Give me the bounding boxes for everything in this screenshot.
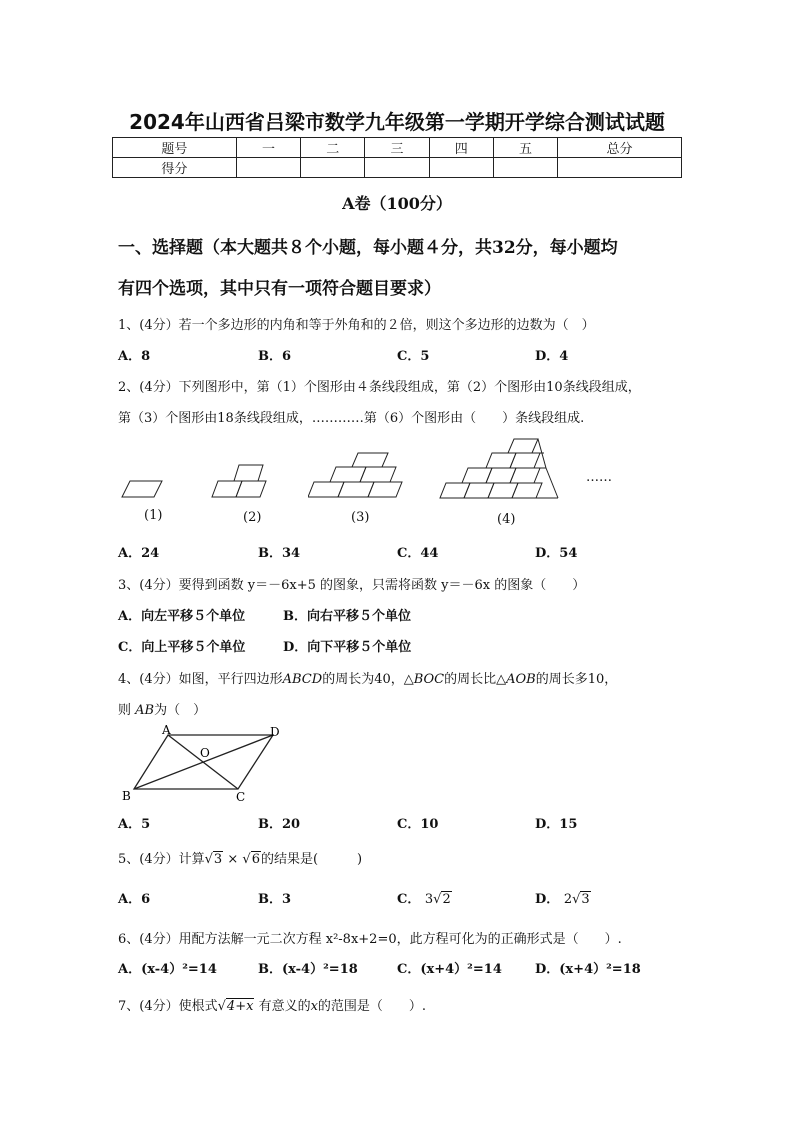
q2-figure-3: [308, 452, 404, 500]
q7-text-c: 的范围是（ ）.: [317, 999, 427, 1014]
q5-option-c-sqrt: √2: [433, 892, 451, 907]
q2-figure-3-label: (3): [351, 510, 370, 525]
q5-option-d-sqrt: √3: [572, 892, 590, 907]
q4-label-d: D: [270, 725, 280, 739]
score-cell: [301, 158, 365, 178]
q7-var-x: x: [310, 999, 318, 1014]
q4-option-b: B．20: [258, 817, 301, 832]
q6-option-b: B．(x-4）²=18: [258, 962, 358, 977]
question-4-line2: [118, 699, 206, 718]
score-cell: [429, 158, 493, 178]
q2-figure-4-label: (4): [497, 512, 516, 527]
q6-option-d: D．(x+4）²=18: [535, 962, 641, 977]
q5-option-c-coef: 3: [424, 892, 434, 907]
score-table: [112, 137, 682, 178]
q5-option-b: B．3: [258, 892, 292, 907]
q3-option-a: A．向左平移５个单位: [118, 609, 246, 624]
q2-option-d: D．54: [535, 546, 578, 561]
q2-figure-1: [120, 478, 170, 500]
q7-text-b: 有意义的: [258, 999, 311, 1014]
q1-option-d: D．4: [535, 349, 569, 364]
score-cell: [558, 158, 682, 178]
q4-label-a: A: [162, 725, 171, 737]
q1-option-a: A．8: [118, 349, 151, 364]
score-header-cell: 四: [429, 138, 493, 158]
q4-option-a: A．5: [118, 817, 151, 832]
q4-text-c: 的周长为40，: [322, 672, 404, 687]
q4-label-c: C: [236, 790, 246, 804]
question-5-text: [118, 848, 362, 867]
q2-figure-2-label: (2): [243, 510, 262, 525]
q3-option-b: B．向右平移５个单位: [283, 609, 411, 624]
q5-option-c: C． 3√2: [397, 892, 451, 907]
score-cell: [365, 158, 429, 178]
q4-math-ab: AB: [135, 703, 155, 718]
section-title: A卷（100分）: [342, 194, 452, 213]
question-1-text: 1、(4分）若一个多边形的内角和等于外角和的２倍，则这个多边形的边数为（ ）: [118, 318, 595, 333]
q4-text-for: 为（ ）: [154, 703, 207, 718]
q1-option-b: B．6: [258, 349, 292, 364]
score-header-cell: 三: [365, 138, 429, 158]
q4-label-o: O: [200, 746, 210, 760]
score-table-header-row: [113, 138, 682, 158]
q7-sqrt: √4+x: [217, 999, 254, 1014]
part1-heading-line2: 有四个选项，其中只有一项符合题目要求）: [118, 279, 441, 299]
q5-text-a: 5、(4分）计算: [118, 852, 205, 867]
q5-option-a: A．6: [118, 892, 151, 907]
q6-option-a: A．(x-4）²=14: [118, 962, 217, 977]
page-title: 2024年山西省吕梁市数学九年级第一学期开学综合测试试题: [129, 110, 665, 134]
score-header-cell: 二: [301, 138, 365, 158]
q4-option-d: D．15: [535, 817, 578, 832]
question-6-text: 6、(4分）用配方法解一元二次方程 x²-8x+2=0，此方程可化为的正确形式是（ ）.: [118, 932, 622, 947]
q4-math-aob: AOB: [506, 672, 536, 687]
q4-option-c: C．10: [397, 817, 439, 832]
q4-text-e: 的周长比△: [444, 672, 507, 687]
q4-math-abcd: ABCD: [282, 672, 323, 687]
q4-label-b: B: [122, 789, 131, 803]
q2-ellipsis: ……: [586, 470, 612, 485]
q5-sqrt-3: √3: [204, 852, 223, 867]
q2-figure-4: [438, 438, 562, 500]
question-4-line1: [118, 668, 617, 687]
score-table-score-row: [113, 158, 682, 178]
question-3-text: 3、(4分）要得到函数 y＝－6x+5 的图象，只需将函数 y＝－6x 的图象（ ）: [118, 578, 586, 593]
q4-parallelogram-figure: [118, 725, 288, 805]
q1-option-c: C．5: [397, 349, 430, 364]
score-header-cell: 五: [493, 138, 557, 158]
q2-option-b: B．34: [258, 546, 301, 561]
q2-figure-1-label: (1): [144, 508, 163, 523]
part1-heading-line1: 一、选择题（本大题共８个小题，每小题４分，共32分，每小题均: [118, 238, 618, 258]
q2-option-c: C．44: [397, 546, 439, 561]
score-header-cell: 总分: [558, 138, 682, 158]
score-cell: [236, 158, 300, 178]
q4-text-a: 4、(4分）如图，平行四边形: [118, 672, 283, 687]
question-7-text: [118, 995, 426, 1014]
question-2-line2: 第（3）个图形由18条线段组成，…………第（6）个图形由（ ）条线段组成.: [118, 411, 585, 426]
q4-math-boc: △BOC: [403, 672, 445, 687]
score-header-cell: 题号: [113, 138, 237, 158]
q2-figure-2: [210, 463, 280, 499]
q7-text-a: 7、(4分）使根式: [118, 999, 218, 1014]
q3-option-d: D．向下平移５个单位: [283, 640, 412, 655]
question-2-line1: 2、(4分）下列图形中，第（1）个图形由４条线段组成，第（2）个图形由10条线段组成，: [118, 380, 641, 395]
q3-option-c: C．向上平移５个单位: [118, 640, 246, 655]
q5-text-b: 的结果是( ): [260, 852, 363, 867]
q5-option-d-coef: 2: [563, 892, 573, 907]
q5-times: ×: [227, 852, 239, 867]
q5-option-d: D． 2√3: [535, 892, 590, 907]
q6-option-c: C．(x+4）²=14: [397, 962, 502, 977]
q4-text-then: 则: [118, 703, 132, 718]
score-cell: [493, 158, 557, 178]
q4-text-g: 的周长多10，: [535, 672, 618, 687]
score-row-label: 得分: [113, 158, 237, 178]
q5-sqrt-6: √6: [242, 852, 260, 867]
q2-option-a: A．24: [118, 546, 160, 561]
score-header-cell: 一: [236, 138, 300, 158]
